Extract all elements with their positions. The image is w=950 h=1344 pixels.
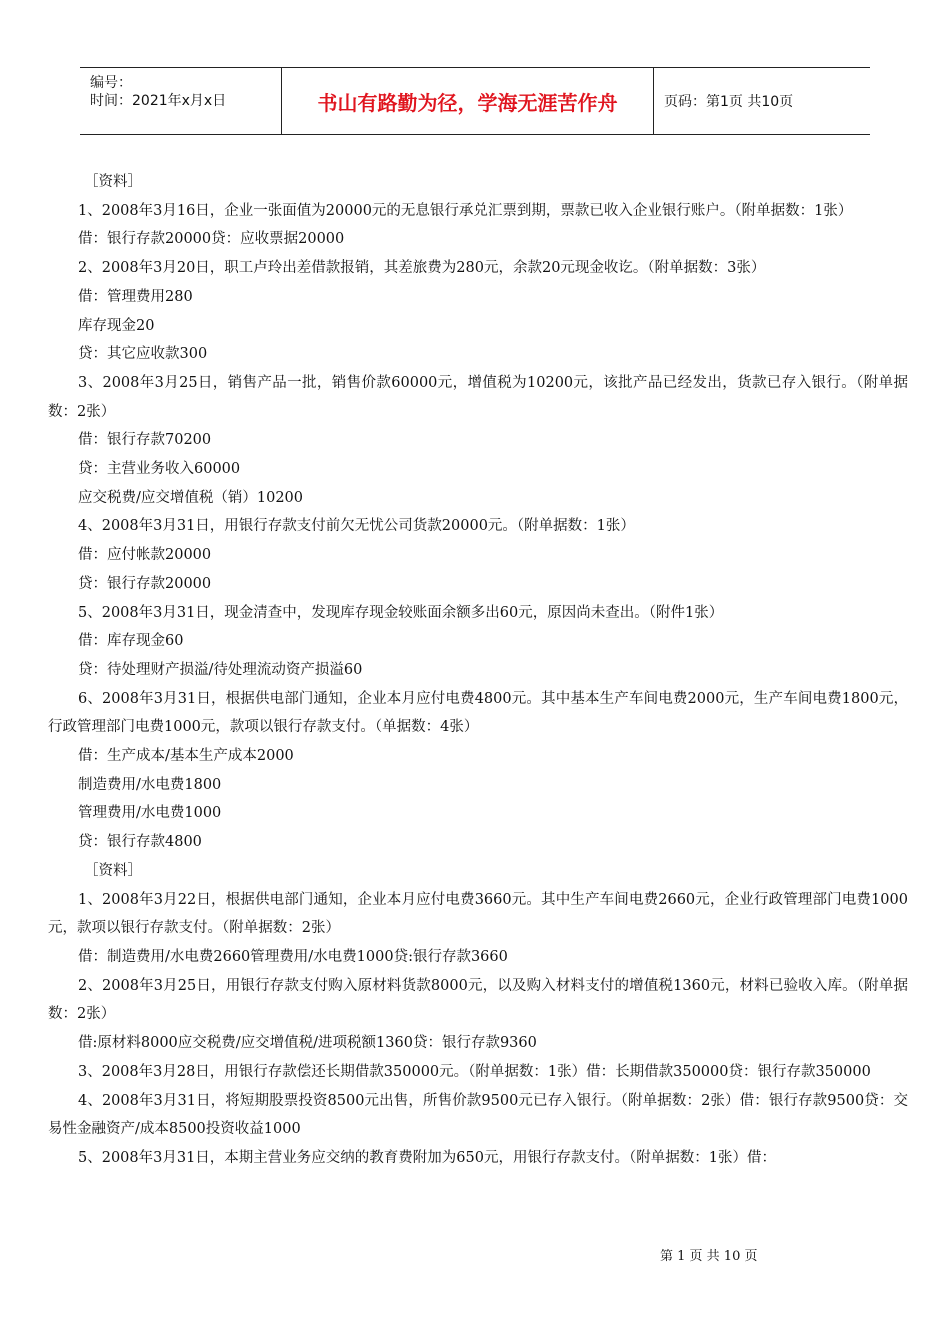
body-line: 贷：银行存款20000 <box>78 575 212 592</box>
body-line: ［资料］ <box>84 862 142 879</box>
body-line: 应交税费/应交增值税（销）10200 <box>78 489 304 506</box>
page-footer <box>0 1245 950 1264</box>
document-time-label: 时间：2021年x月x日 <box>90 93 227 109</box>
body-line: 借：银行存款20000贷：应收票据20000 <box>78 231 345 248</box>
body-line: 1、2008年3月16日，企业一张面值为20000元的无息银行承兑汇票到期，票款已收入企业银行账户。（附单据数：1张） <box>78 202 853 219</box>
body-line: 2、2008年3月20日，职工卢玲出差借款报销，其差旅费为280元，余款20元现金收讫。（附单据数：3张） <box>78 260 766 277</box>
body-line: 2、2008年3月25日，用银行存款支付购入原材料货款8000元，以及购入材料支付的增值税1360元，材料已验收入库。（附单据数：2张） <box>48 977 908 1023</box>
body-line: 借：制造费用/水电费2660管理费用/水电费1000贷:银行存款3660 <box>78 948 508 965</box>
body-line: 贷：主营业务收入60000 <box>78 461 241 478</box>
body-line: 贷：其它应收款300 <box>78 346 208 363</box>
header-page-info: 页码：第1页 共10页 <box>664 94 794 110</box>
body-line: 5、2008年3月31日，现金清查中，发现库存现金较账面余额多出60元，原因尚未查出。（附件1张） <box>78 604 724 621</box>
body-line: 制造费用/水电费1800 <box>78 776 222 793</box>
body-line: 4、2008年3月31日，用银行存款支付前欠无忧公司货款20000元。（附单据数：1张） <box>78 518 635 535</box>
body-line: 1、2008年3月22日，根据供电部门通知，企业本月应付电费3660元。其中生产车间电费2660元，企业行政管理部门电费1000元，款项以银行存款支付。（附单据数：2张） <box>48 891 908 937</box>
body-line: 借：应付帐款20000 <box>78 547 212 564</box>
body-line: 库存现金20 <box>78 317 155 334</box>
body-line: 管理费用/水电费1000 <box>78 805 222 822</box>
page-footer-text: 第 1 页 共 10 页 <box>660 1249 758 1264</box>
header-meta-cell <box>80 68 282 134</box>
body-line: 借：银行存款70200 <box>78 432 212 449</box>
body-line: 4、2008年3月31日，将短期股票投资8500元出售，所售价款9500元已存入银行。（附单据数：2张）借：银行存款9500贷：交易性金融资产/成本8500投资收益1000 <box>48 1092 908 1138</box>
body-line: 借：库存现金60 <box>78 633 184 650</box>
body-line: ［资料］ <box>84 174 142 190</box>
body-line: 借:原材料8000应交税费/应交增值税/进项税额1360贷：银行存款9360 <box>78 1035 537 1052</box>
body-line: 6、2008年3月31日，根据供电部门通知，企业本月应付电费4800元。其中基本生产车间电费2000元，生产车间电费1800元，行政管理部门电费1000元，款项以银行存款支付。（单据数：4张） <box>48 690 908 736</box>
document-header <box>80 67 870 135</box>
body-line: 5、2008年3月31日，本期主营业务应交纳的教育费附加为650元，用银行存款支付。（附单据数：1张）借： <box>78 1149 776 1166</box>
body-line: 3、2008年3月25日，销售产品一批，销售价款60000元，增值税为10200元，该批产品已经发出，货款已存入银行。（附单据数：2张） <box>48 374 908 420</box>
document-body <box>48 168 908 1173</box>
document-number-label: 编号： <box>90 75 132 91</box>
body-line: 借：生产成本/基本生产成本2000 <box>78 748 294 765</box>
header-motto: 书山有路勤为径，学海无涯苦作舟 <box>282 68 654 134</box>
body-line: 借：管理费用280 <box>78 288 193 305</box>
body-line: 3、2008年3月28日，用银行存款偿还长期借款350000元。（附单据数：1张）借：长期借款350000贷：银行存款350000 <box>78 1063 871 1080</box>
body-line: 贷：银行存款4800 <box>78 834 202 851</box>
body-line: 贷：待处理财产损溢/待处理流动资产损溢60 <box>78 661 363 678</box>
